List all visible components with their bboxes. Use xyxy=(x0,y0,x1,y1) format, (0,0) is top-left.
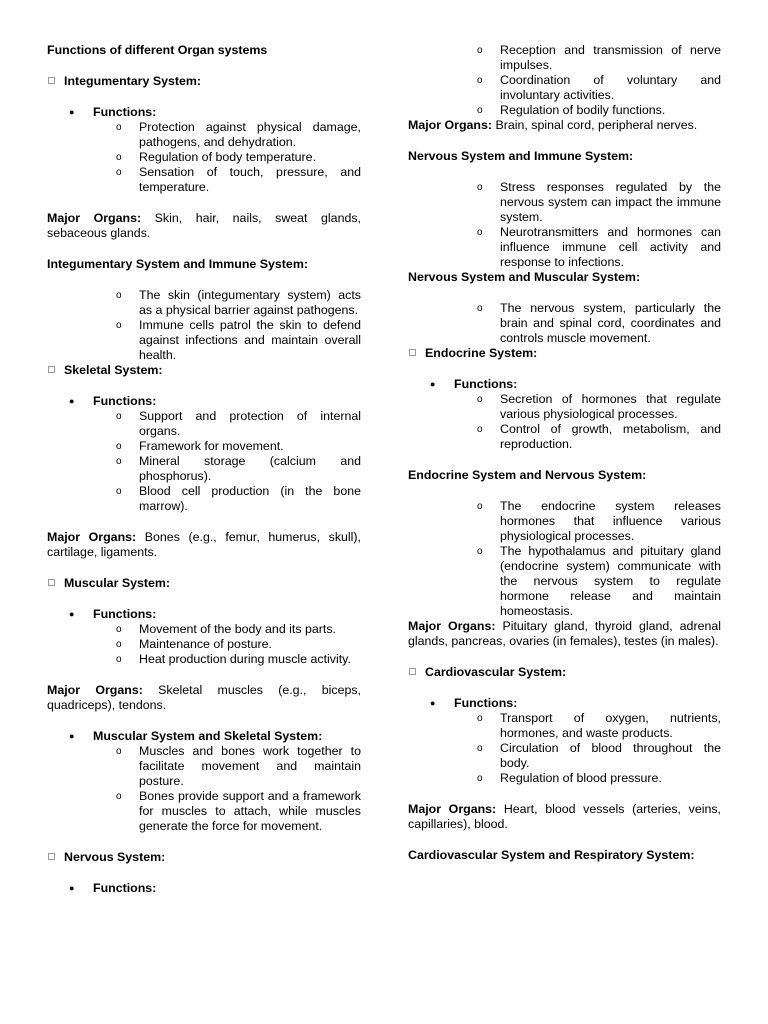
circle-bullet-icon: o xyxy=(477,75,483,86)
combo-list xyxy=(47,744,361,834)
endocrine-functions: ● Functions: o Secretion of hormones that regulate various physiological processes. o Control of growth, metabolism, and reproduction. xyxy=(408,377,721,452)
circle-bullet-icon: o xyxy=(116,441,122,452)
circle-bullet-icon: o xyxy=(116,167,122,178)
cardiovascular-major-organs: Major Organs: Heart, blood vessels (arteries, veins, capillaries), blood. xyxy=(408,802,721,831)
list-item: o Coordination of voluntary and involuntary activities. xyxy=(477,73,721,102)
circle-bullet-icon: o xyxy=(477,394,483,405)
circle-bullet-icon: o xyxy=(116,122,122,133)
function-list xyxy=(47,409,361,514)
integumentary-immune-list xyxy=(47,288,361,363)
list-item: o Maintenance of posture. xyxy=(116,637,272,651)
muscular-heading: Muscular System: xyxy=(47,576,361,591)
list-item: o Regulation of bodily functions. xyxy=(477,103,666,117)
nervous-muscular-heading: Nervous System and Muscular System: xyxy=(408,270,641,284)
list-item: o Reception and transmission of nerve impulses. xyxy=(477,43,721,72)
list-item: o Secretion of hormones that regulate various physiological processes. xyxy=(477,392,721,421)
endocrine-major-organs: Major Organs: Pituitary gland, thyroid gland, adrenal glands, pancreas, ovaries (in females), testes (in males). xyxy=(408,619,722,648)
list-item: o Muscles and bones work together to facilitate movement and maintain posture. xyxy=(116,744,361,788)
circle-bullet-icon: o xyxy=(477,773,483,784)
circle-bullet-icon: o xyxy=(116,746,122,757)
bullet-dot-icon: ● xyxy=(69,731,75,741)
cardiovascular-functions: ● Functions: o Transport of oxygen, nutrients, hormones, and waste products. o Circulation of blood throughout the body. o Regulation of blood pressure. xyxy=(408,696,721,786)
circle-bullet-icon: o xyxy=(116,624,122,635)
left-column xyxy=(47,43,361,896)
list-item: o Mineral storage (calcium and phosphorus). xyxy=(116,454,361,483)
checkbox-bullet-icon xyxy=(409,349,416,356)
circle-bullet-icon: o xyxy=(477,227,483,238)
function-list xyxy=(47,622,361,667)
list-item: o Neurotransmitters and hormones can influence immune cell activity and response to infections. xyxy=(477,225,721,269)
list-item: o The endocrine system releases hormones that influence various physiological processes. xyxy=(477,499,721,543)
bullet-dot-icon: ● xyxy=(69,396,75,406)
list-item: o Support and protection of internal organs. xyxy=(116,409,361,438)
nervous-heading: Nervous System: xyxy=(47,850,361,865)
cardiovascular-respiratory-heading: Cardiovascular System and Respiratory System: xyxy=(408,848,695,862)
endocrine-nervous-list xyxy=(408,499,721,619)
nervous-major-organs: Major Organs: Brain, spinal cord, peripheral nerves. xyxy=(408,118,698,132)
bullet-dot-icon: ● xyxy=(69,883,75,893)
circle-bullet-icon: o xyxy=(116,486,122,497)
list-item: o Protection against physical damage, pathogens, and dehydration. xyxy=(116,120,361,149)
list-item: o Regulation of blood pressure. xyxy=(477,771,662,785)
integumentary-major-organs: Major Organs: Skin, hair, nails, sweat glands, sebaceous glands. xyxy=(47,211,361,240)
circle-bullet-icon: o xyxy=(477,743,483,754)
integumentary-heading: Integumentary System: xyxy=(47,74,361,89)
muscular-functions: ● Functions: o Movement of the body and its parts. o Maintenance of posture. o Heat production during muscle activity. xyxy=(47,607,361,667)
checkbox-bullet-icon xyxy=(48,77,55,84)
function-list xyxy=(47,120,361,195)
checkbox-bullet-icon xyxy=(48,579,55,586)
circle-bullet-icon: o xyxy=(116,152,122,163)
circle-bullet-icon: o xyxy=(116,654,122,665)
circle-bullet-icon: o xyxy=(116,290,122,301)
circle-bullet-icon: o xyxy=(116,320,122,331)
list-item: o Stress responses regulated by the nervous system can impact the immune system. xyxy=(477,180,721,224)
integumentary-functions: ● Functions: o Protection against physical damage, pathogens, and dehydration. o Regulation of body temperature. o Sensation of touch, pressure, and temperature. xyxy=(47,105,361,195)
circle-bullet-icon: o xyxy=(116,639,122,650)
bullet-dot-icon: ● xyxy=(69,107,75,117)
function-list xyxy=(408,392,721,452)
integumentary-immune-heading: Integumentary System and Immune System: xyxy=(47,257,308,271)
list-item: o Sensation of touch, pressure, and temperature. xyxy=(116,165,361,194)
endocrine-nervous-heading: Endocrine System and Nervous System: xyxy=(408,468,647,482)
nervous-function-list xyxy=(408,43,721,118)
circle-bullet-icon: o xyxy=(477,303,483,314)
circle-bullet-icon: o xyxy=(477,182,483,193)
nervous-immune-heading: Nervous System and Immune System: xyxy=(408,149,634,163)
bullet-dot-icon: ● xyxy=(430,379,436,389)
list-item: o The hypothalamus and pituitary gland (endocrine system) communicate with the nervous system to regulate hormone release and maintain homeostasis. xyxy=(477,544,721,618)
checkbox-bullet-icon xyxy=(48,366,55,373)
list-item: o Control of growth, metabolism, and reproduction. xyxy=(477,422,721,451)
list-item: o Transport of oxygen, nutrients, hormones, and waste products. xyxy=(477,711,721,740)
endocrine-heading: Endocrine System: xyxy=(408,346,721,361)
nervous-functions-label: ● Functions: xyxy=(69,881,157,895)
list-item: o Immune cells patrol the skin to defend against infections and maintain overall health. xyxy=(116,318,361,362)
circle-bullet-icon: o xyxy=(477,424,483,435)
circle-bullet-icon: o xyxy=(116,411,122,422)
right-column xyxy=(408,43,721,879)
document-title: Functions of different Organ systems xyxy=(47,43,268,57)
circle-bullet-icon: o xyxy=(116,791,122,802)
circle-bullet-icon: o xyxy=(116,456,122,467)
function-list xyxy=(408,711,721,786)
skeletal-heading: Skeletal System: xyxy=(47,363,361,378)
nervous-immune-list xyxy=(408,180,721,270)
skeletal-functions: ● Functions: o Support and protection of internal organs. o Framework for movement. o Mineral storage (calcium and phosphorus). o Blood cell production (in the bone marrow). xyxy=(47,394,361,514)
list-item: o Heat production during muscle activity. xyxy=(116,652,351,666)
skeletal-major-organs: Major Organs: Bones (e.g., femur, humerus, skull), cartilage, ligaments. xyxy=(47,530,361,559)
circle-bullet-icon: o xyxy=(477,546,483,557)
muscular-major-organs: Major Organs: Skeletal muscles (e.g., biceps, quadriceps), tendons. xyxy=(47,683,361,712)
bullet-dot-icon: ● xyxy=(69,609,75,619)
list-item: o Blood cell production (in the bone marrow). xyxy=(116,484,361,513)
circle-bullet-icon: o xyxy=(477,105,483,116)
bullet-dot-icon: ● xyxy=(430,698,436,708)
list-item: o Movement of the body and its parts. xyxy=(116,622,336,636)
muscular-skeletal-combo: ● Muscular System and Skeletal System: o Muscles and bones work together to facilitate movement and maintain posture. o Bones provide support and a framework for muscles to attach, while muscles generate the force for movement. xyxy=(47,729,361,834)
list-item: o Regulation of body temperature. xyxy=(116,150,317,164)
nervous-muscular-list xyxy=(408,301,721,346)
list-item: o Circulation of blood throughout the body. xyxy=(477,741,721,770)
list-item: o Bones provide support and a framework for muscles to attach, while muscles generate the force for movement. xyxy=(116,789,361,833)
list-item: o The skin (integumentary system) acts as a physical barrier against pathogens. xyxy=(116,288,361,317)
list-item: o Framework for movement. xyxy=(116,439,284,453)
circle-bullet-icon: o xyxy=(477,45,483,56)
circle-bullet-icon: o xyxy=(477,501,483,512)
cardiovascular-heading: Cardiovascular System: xyxy=(408,665,721,680)
circle-bullet-icon: o xyxy=(477,713,483,724)
list-item: o The nervous system, particularly the brain and spinal cord, coordinates and controls muscle movement. xyxy=(477,301,721,345)
checkbox-bullet-icon xyxy=(48,853,55,860)
checkbox-bullet-icon xyxy=(409,668,416,675)
